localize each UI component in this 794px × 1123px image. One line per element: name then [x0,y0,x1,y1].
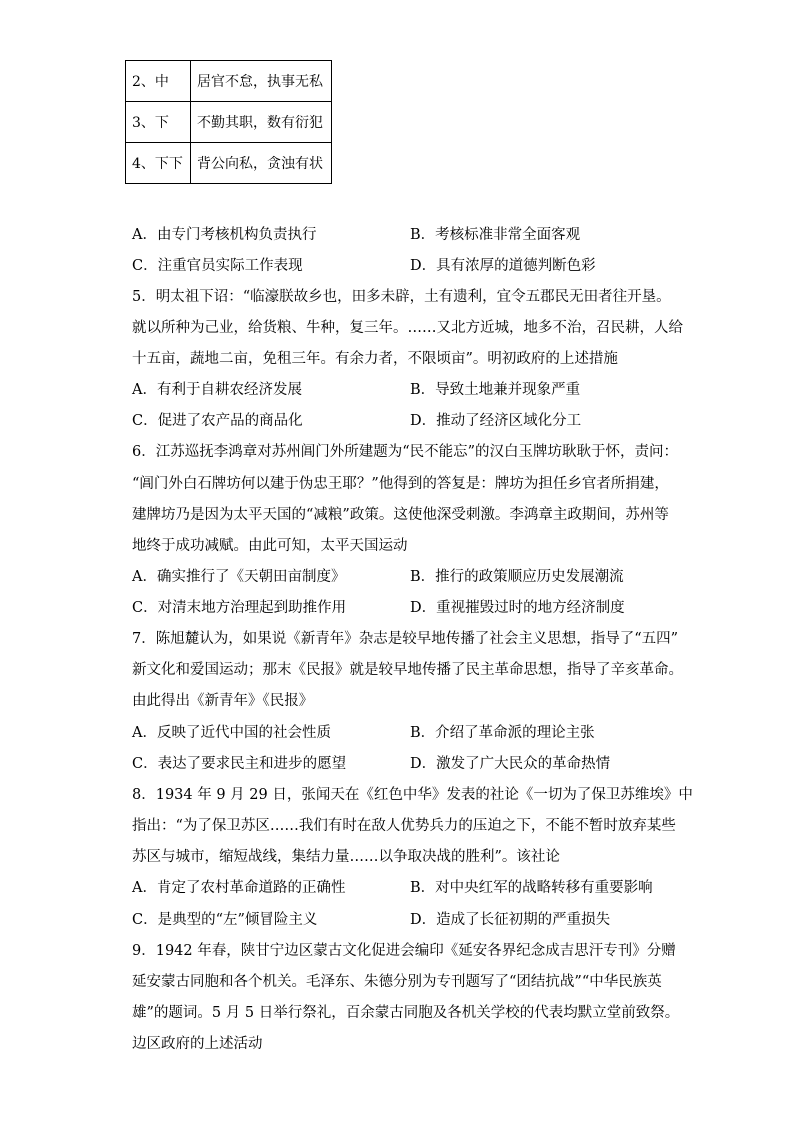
description-cell: 背公向私，贪浊有状 [191,143,332,184]
q8-stem-line: 苏区与城市，缩短战线，集结力量……以争取决战的胜利”。该社论 [132,849,560,865]
q8-option-c: C．是典型的“左”倾冒险主义 [132,912,318,928]
q7-option-a: A．反映了近代中国的社会性质 [132,725,331,741]
q5-option-d: D．推动了经济区域化分工 [410,413,582,429]
q5-stem-line: 5．明太祖下诏：“临濠朕故乡也，田多未辟，土有遗利，宜令五郡民无田者往开垦。 [132,289,671,305]
grade-cell: 2、中 [126,61,191,102]
q4-option-d: D．具有浓厚的道德判断色彩 [410,258,596,274]
q8-option-d: D．造成了长征初期的严重损失 [410,912,611,928]
grade-cell: 4、下下 [126,143,191,184]
q7-stem-line: 新文化和爱国运动；那末《民报》就是较早地传播了民主革命思想，指导了辛亥革命。 [132,662,683,678]
q4-option-c: C．注重官员实际工作表现 [132,258,303,274]
q4-option-b: B．考核标准非常全面客观 [410,227,581,243]
q8-stem-line: 8．1934 年 9 月 29 日，张闻天在《红色中华》发表的社论《一切为了保卫苏维埃》中 [132,787,693,803]
q4-option-a: A．由专门考核机构负责执行 [132,227,317,243]
q5-option-c: C．促进了农产品的商品化 [132,413,303,429]
table-row [126,61,332,102]
q6-option-b: B．推行的政策顺应历史发展潮流 [410,569,624,585]
grade-cell: 3、下 [126,102,191,143]
description-cell: 居官不怠，执事无私 [191,61,332,102]
grade-table [125,60,332,184]
q7-option-b: B．介绍了革命派的理论主张 [410,725,595,741]
q6-stem-line: 地终于成功减赋。由此可知，太平天国运动 [132,538,408,554]
q9-stem-line: 边区政府的上述活动 [132,1036,263,1052]
q6-option-d: D．重视摧毁过时的地方经济制度 [410,600,625,616]
q5-stem-line: 十五亩，蔬地二亩，免租三年。有余力者，不限顷亩”。明初政府的上述措施 [132,351,618,367]
q7-stem-line: 由此得出《新青年》《民报》 [132,693,314,709]
q6-stem-line: 6．江苏巡抚李鸿章对苏州阊门外所建题为“民不能忘”的汉白玉牌坊耿耿于怀，责问： [132,444,679,460]
q7-stem-line: 7．陈旭麓认为，如果说《新青年》杂志是较早地传播了社会主义思想，指导了“五四” [132,631,679,647]
q6-option-c: C．对清末地方治理起到助推作用 [132,600,347,616]
q6-stem-line: “阊门外白石牌坊何以建于伪忠王耶？”他得到的答复是：牌坊为担任乡官者所捐建， [132,476,669,492]
q9-stem-line: 9．1942 年春，陕甘宁边区蒙古文化促进会编印《延安各界纪念成吉思汗专刊》分赠 [132,943,676,959]
q6-stem-line: 建牌坊乃是因为太平天国的“减粮”政策。这使他深受刺激。李鸿章主政期间，苏州等 [132,507,669,523]
q9-stem-line: 延安蒙古同胞和各个机关。毛泽东、朱德分别为专刊题写了“团结抗战”“中华民族英 [132,974,662,990]
table-row [126,102,332,143]
q5-option-b: B．导致土地兼并现象严重 [410,382,581,398]
q6-option-a: A．确实推行了《天朝田亩制度》 [132,569,346,585]
q8-stem-line: 指出：“为了保卫苏区……我们有时在敌人优势兵力的压迫之下，不能不暂时放弃某些 [132,818,676,834]
q5-stem-line: 就以所种为己业，给货粮、牛种，复三年。……又北方近城，地多不治，召民耕，人给 [132,320,683,336]
q8-option-b: B．对中央红军的战略转移有重要影响 [410,880,653,896]
q9-stem-line: 雄”的题词。5 月 5 日举行祭礼，百余蒙古同胞及各机关学校的代表均默立堂前致祭。 [132,1005,680,1021]
q5-option-a: A．有利于自耕农经济发展 [132,382,302,398]
q7-option-d: D．激发了广大民众的革命热情 [410,756,611,772]
table-row [126,143,332,184]
q8-option-a: A．肯定了农村革命道路的正确性 [132,880,346,896]
q7-option-c: C．表达了要求民主和进步的愿望 [132,756,347,772]
description-cell: 不勤其职，数有衍犯 [191,102,332,143]
